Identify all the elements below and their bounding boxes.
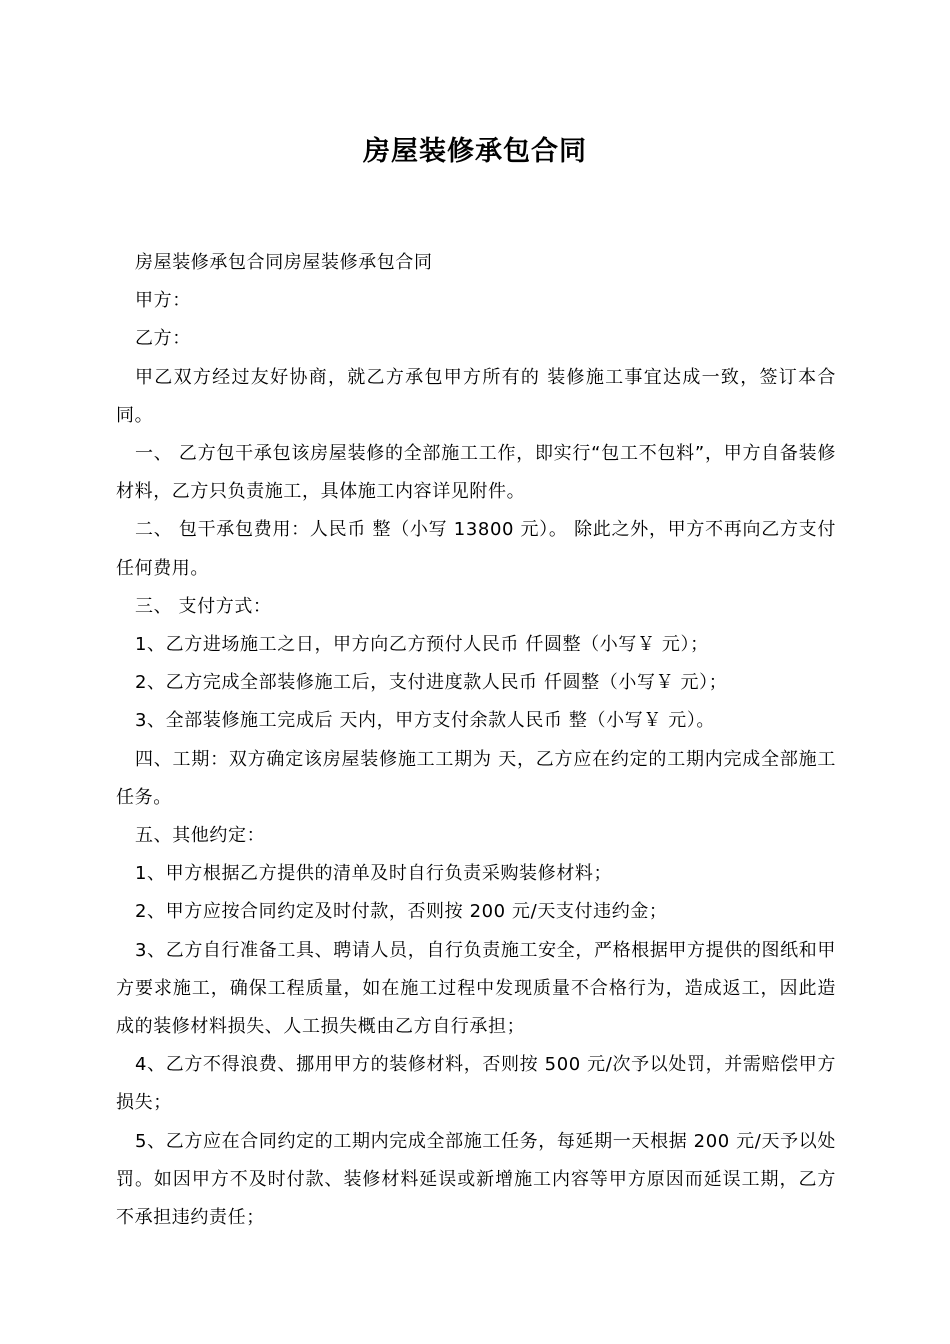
- paragraph-clause-2: 二、 包干承包费用：人民币 整（小写 13800 元）。 除此之外，甲方不再向乙方支付任何费用。: [116, 519, 836, 579]
- document-title: 房屋装修承包合同: [363, 136, 587, 167]
- paragraph-clause-5: 五、其他约定：: [135, 825, 266, 847]
- paragraph-payment-2: 2、乙方完成全部装修施工后，支付进度款人民币 仟圆整（小写￥ 元）；: [135, 672, 728, 694]
- paragraph-clause-4: 四、工期：双方确定该房屋装修施工工期为 天，乙方应在约定的工期内完成全部施工任务。: [116, 748, 836, 808]
- paragraph-other-1: 1、甲方根据乙方提供的清单及时自行负责采购装修材料；: [135, 863, 613, 885]
- paragraph-other-3: 3、乙方自行准备工具、聘请人员，自行负责施工安全，严格根据甲方提供的图纸和甲方要求施工，确保工程质量，如在施工过程中发现质量不合格行为，造成返工，因此造成的装修材料损失、人工损失概由乙方自行承担；: [116, 939, 836, 1038]
- paragraph-other-5: 5、乙方应在合同约定的工期内完成全部施工任务，每延期一天根据 200 元/天予以处罚。如因甲方不及时付款、装修材料延误或新增施工内容等甲方原因而延误工期，乙方不承担违约责任；: [116, 1130, 836, 1229]
- paragraph-other-4: 4、乙方不得浪费、挪用甲方的装修材料，否则按 500 元/次予以处罚，并需赔偿甲方损失；: [116, 1054, 836, 1114]
- paragraph-clause-3: 三、 支付方式：: [135, 595, 272, 617]
- paragraph-party-b: 乙方：: [135, 328, 191, 350]
- document-body: [116, 244, 836, 1237]
- paragraph-subtitle: 房屋装修承包合同房屋装修承包合同: [135, 252, 433, 273]
- paragraph-preamble: 甲乙双方经过友好协商，就乙方承包甲方所有的 装修施工事宜达成一致，签订本合同。: [116, 366, 836, 426]
- paragraph-other-2: 2、甲方应按合同约定及时付款，否则按 200 元/天支付违约金；: [135, 901, 668, 923]
- paragraph-payment-1: 1、乙方进场施工之日，甲方向乙方预付人民币 仟圆整（小写￥ 元）；: [135, 634, 709, 656]
- paragraph-payment-3: 3、全部装修施工完成后 天内，甲方支付余款人民币 整（小写￥ 元）。: [135, 710, 716, 732]
- paragraph-clause-1: 一、 乙方包干承包该房屋装修的全部施工工作，即实行“包工不包料”，甲方自备装修材料，乙方只负责施工，具体施工内容详见附件。: [116, 443, 836, 503]
- paragraph-party-a: 甲方：: [135, 290, 191, 312]
